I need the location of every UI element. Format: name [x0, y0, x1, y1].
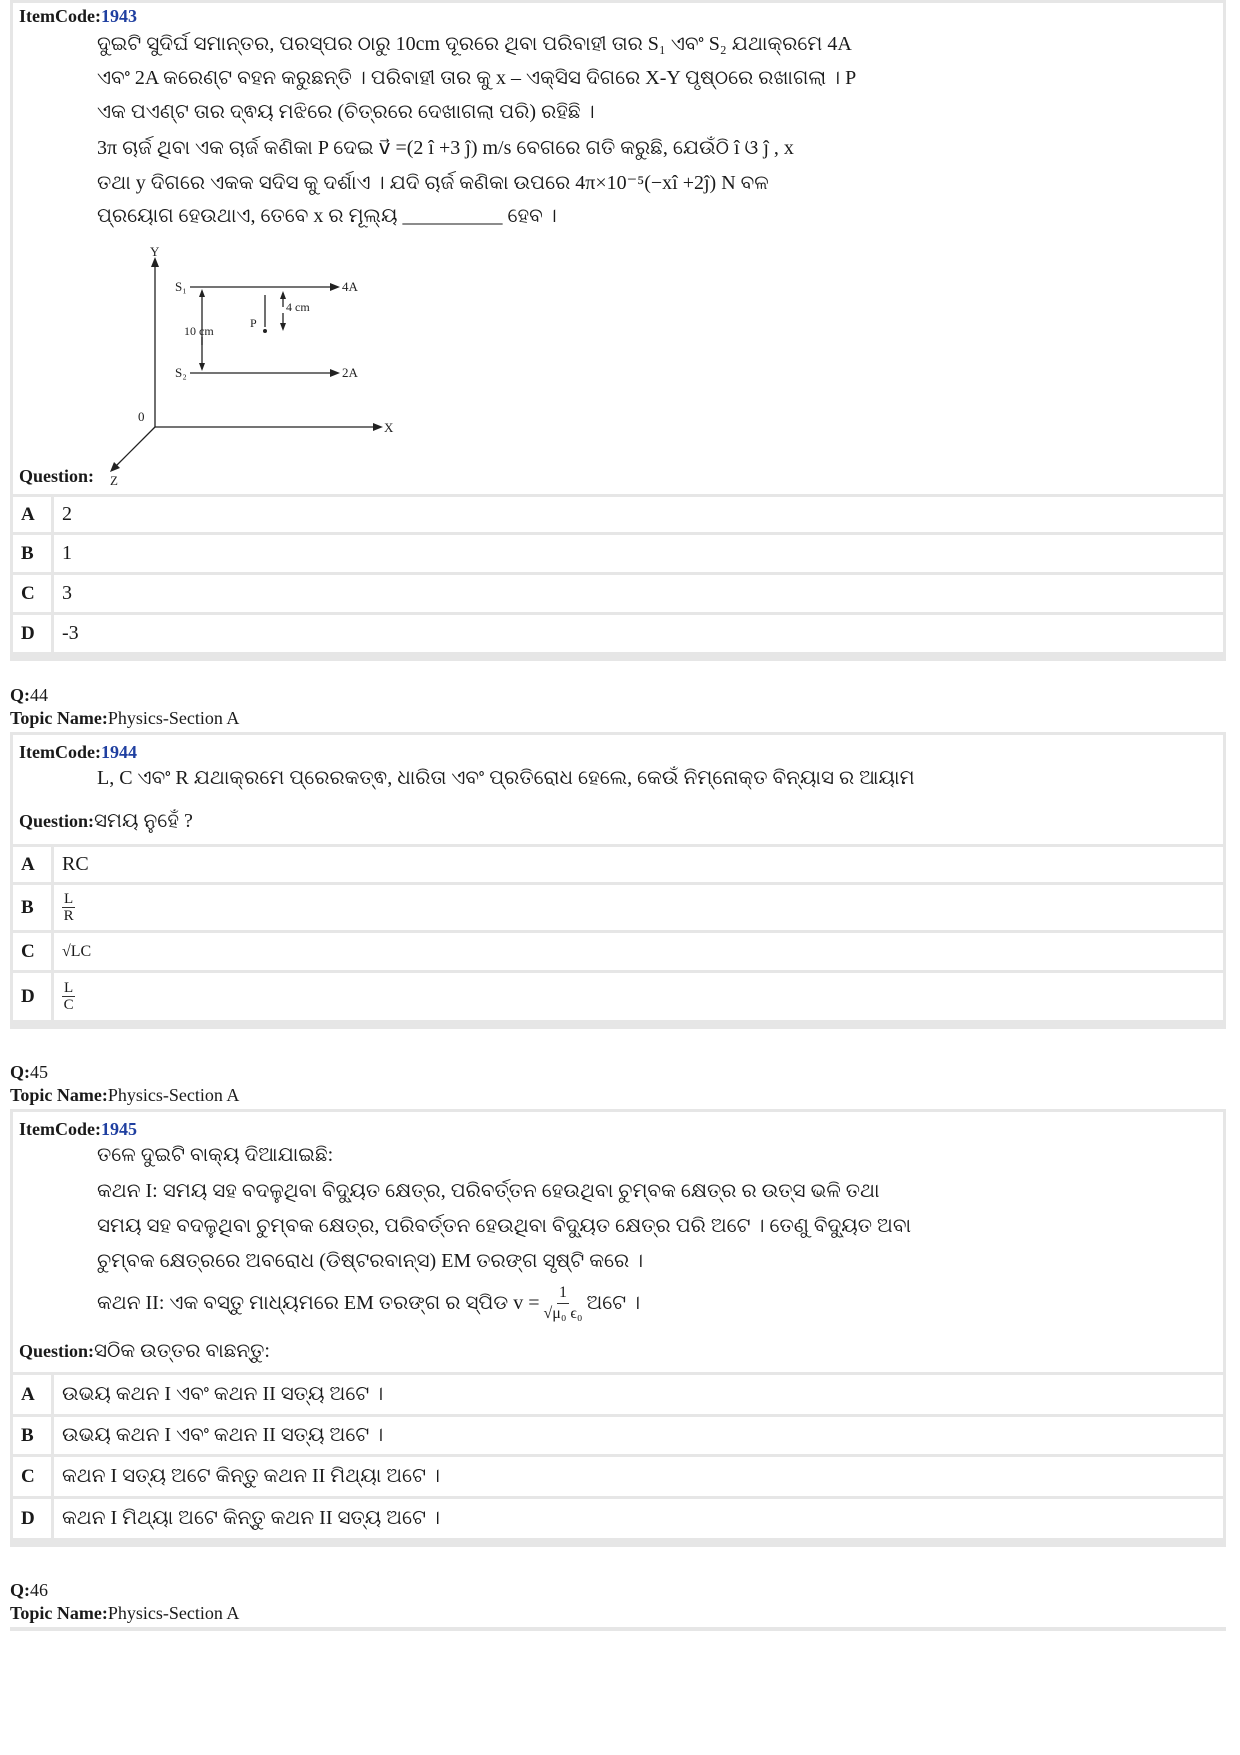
fig-d1: 10 cm [184, 324, 214, 338]
q43-line-1: ଦୁଇଟି ସୁଦିର୍ଘ ସମାନ୍ତର, ପରସ୍ପର ଠାରୁ 10cm ଦୂରରେ ଥିବା ପରିବାହୀ ତାର S₁ ଏବଂ S₂ ଯଥାକ୍ରମେ 4A [97, 33, 852, 55]
speed-formula: $\frac{1}{\text{√μ₀ ϵ₀}}$ [543, 1284, 583, 1322]
option-letter: B [21, 542, 34, 564]
option-a-1944[interactable] [10, 847, 1226, 885]
option-text: କଥନ I ସତ୍ୟ ଅଟେ କିନ୍ତୁ କଥନ II ମିଥ୍ୟା ଅଟେ । [51, 1457, 1223, 1496]
option-letter: D [21, 622, 35, 644]
option-b-1943[interactable] [10, 535, 1226, 575]
option-letter: A [21, 1383, 35, 1405]
card-bottom-1943 [10, 655, 1226, 661]
option-text: ଉଭୟ କଥନ I ଏବଂ କଥନ II ସତ୍ୟ ଅଟେ । [51, 1417, 1223, 1454]
fig-d2: 4 cm [286, 300, 310, 314]
fraction-l-over-r: $\frac{L}{R}$ [63, 891, 74, 924]
q46-header: Q:46 [10, 1580, 48, 1600]
itemcode-1945: ItemCode:1945 [19, 1119, 137, 1139]
card-bottom-1944 [10, 1023, 1226, 1029]
q45-statement-2: କଥନ II: ଏକ ବସ୍ତୁ ମାଧ୍ୟମରେ EM ତରଙ୍ଗ ର ସ୍ପିଡ v = $\frac{1}{\text{√μ₀ ϵ₀}}$ ଅଟେ । [97, 1284, 641, 1322]
q45-line-4: ଚୁମ୍ବକ କ୍ଷେତ୍ରରେ ଅବରୋଧ (ଡିଷ୍ଟରବାନ୍ସ) EM ତରଙ୍ଗ ସୃଷ୍ଟି କରେ । [97, 1250, 644, 1272]
option-letter: D [21, 1507, 35, 1529]
q44-header: Q:44 [10, 685, 48, 705]
itemcode-1944: ItemCode:1944 [19, 742, 137, 762]
option-a-1945[interactable] [10, 1375, 1226, 1417]
option-letter: C [21, 582, 35, 604]
option-letter: B [21, 896, 34, 918]
fraction-l-over-c: $\frac{L}{C}$ [63, 980, 74, 1013]
question-label-1943: Question: [19, 466, 95, 486]
option-text: 1 [51, 535, 1223, 572]
option-text: 2 [51, 497, 1223, 532]
option-b-1945[interactable] [10, 1417, 1226, 1457]
question-label-1945: Question:ସଠିକ ଉତ୍ତର ବାଛନ୍ତୁ: [19, 1340, 270, 1362]
itemcode-1943: ItemCode:1943 [19, 6, 137, 26]
q46-topic: Topic Name:Physics-Section A [10, 1603, 240, 1623]
q45-line-1: ତଳେ ଦୁଇଟି ବାକ୍ୟ ଦିଆଯାଇଛି: [97, 1144, 334, 1166]
fig-s1: S₁ [175, 279, 187, 294]
option-c-1945[interactable] [10, 1457, 1226, 1499]
option-letter: A [21, 853, 35, 875]
q43-line-6: ପ୍ରୟୋଗ ହେଉଥାଏ, ତେବେ x ର ମୂଲ୍ୟ __________ ହେବ । [97, 205, 557, 227]
option-d-1945[interactable] [10, 1499, 1226, 1541]
q43-line-2: ଏବଂ 2A କରେଣ୍ଟ ବହନ କରୁଛନ୍ତି । ପରିବାହୀ ତାର କୁ x – ଏକ୍ସିସ ଦିଗରେ X-Y ପୃଷ୍ଠରେ ରଖାଗଲା । P [97, 67, 857, 89]
fig-origin: 0 [138, 409, 145, 424]
option-letter: C [21, 1465, 35, 1487]
card-bottom-1945 [10, 1541, 1226, 1547]
option-text [51, 885, 1223, 930]
option-text: -3 [51, 615, 1223, 652]
wire-diagram [100, 245, 420, 485]
option-text: ଉଭୟ କଥନ I ଏବଂ କଥନ II ସତ୍ୟ ଅଟେ । [51, 1375, 1223, 1414]
option-text: √LC [51, 933, 1223, 970]
q45-line-2: କଥନ I: ସମୟ ସହ ବଦଳୁଥିବା ବିଦ୍ୟୁତ କ୍ଷେତ୍ର, ପରିବର୍ତ୍ତନ ହେଉଥିବା ଚୁମ୍ବକ କ୍ଷେତ୍ର ର ଉତ୍ସ ଭଳି ତଥା [97, 1180, 880, 1202]
option-d-1944[interactable] [10, 973, 1226, 1023]
option-c-1943[interactable] [10, 575, 1226, 615]
fig-s2: S₂ [175, 365, 187, 380]
q44-line-1: L, C ଏବଂ R ଯଥାକ୍ରମେ ପ୍ରେରକତ୍ଵ, ଧାରିତା ଏବଂ ପ୍ରତିରୋଧ ହେଲେ, କେଉଁ ନିମ୍ନୋକ୍ତ ବିନ୍ୟାସ ର ଆୟାମ [97, 767, 915, 789]
z-axis [115, 427, 155, 467]
option-text [51, 973, 1223, 1020]
option-a-1943[interactable] [10, 497, 1226, 535]
option-text: RC [51, 847, 1223, 882]
option-d-1943[interactable] [10, 615, 1226, 655]
q45-topic: Topic Name:Physics-Section A [10, 1085, 240, 1105]
q44-topic: Topic Name:Physics-Section A [10, 708, 240, 728]
fig-z-label: Z [110, 473, 118, 485]
q45-header: Q:45 [10, 1062, 48, 1082]
option-b-1944[interactable] [10, 885, 1226, 933]
option-letter: C [21, 940, 35, 962]
fig-i1: 4A [342, 279, 358, 294]
question-label-1944: Question:ସମୟ ନୁହେଁ ? [19, 810, 193, 832]
q43-line-3: ଏକ ପଏଣ୍ଟ ତାର ଦ୍ଵୟ ମଝିରେ (ଚିତ୍ରରେ ଦେଖାଗଲା ପରି) ରହିଛି । [97, 101, 595, 123]
fig-p: P [250, 316, 257, 330]
fig-y-label: Y [150, 245, 160, 259]
option-letter: A [21, 503, 35, 525]
option-text: କଥନ I ମିଥ୍ୟା ଅଟେ କିନ୍ତୁ କଥନ II ସତ୍ୟ ଅଟେ । [51, 1499, 1223, 1538]
card-top-q46 [10, 1627, 1226, 1631]
q45-line-3: ସମୟ ସହ ବଦଳୁଥିବା ଚୁମ୍ବକ କ୍ଷେତ୍ର, ପରିବର୍ତ୍ତନ ହେଉଥିବା ବିଦ୍ୟୁତ କ୍ଷେତ୍ର ପରି ଅଟେ । ତେଣୁ ବିଦ୍ୟୁତ ଅବା [97, 1215, 912, 1237]
q43-line-4: 3π ଚାର୍ଜ ଥିବା ଏକ ଚାର୍ଜ କଣିକା P ଦେଇ v⃗ =(2 î +3 ĵ) m/s ବେଗରେ ଗତି କରୁଛି, ଯେଉଁଠି î ଓ ĵ , x [97, 137, 794, 159]
option-letter: D [21, 985, 35, 1007]
q43-line-5: ତଥା y ଦିଗରେ ଏକକ ସଦିସ କୁ ଦର୍ଶାଏ । ଯଦି ଚାର୍ଜ କଣିକା ଉପରେ 4π×10⁻⁵(−xî +2ĵ) N ବଳ [97, 172, 769, 194]
option-text: 3 [51, 575, 1223, 612]
fig-i2: 2A [342, 365, 358, 380]
fig-x-label: X [384, 420, 394, 435]
option-letter: B [21, 1424, 34, 1446]
option-c-1944[interactable] [10, 933, 1226, 973]
